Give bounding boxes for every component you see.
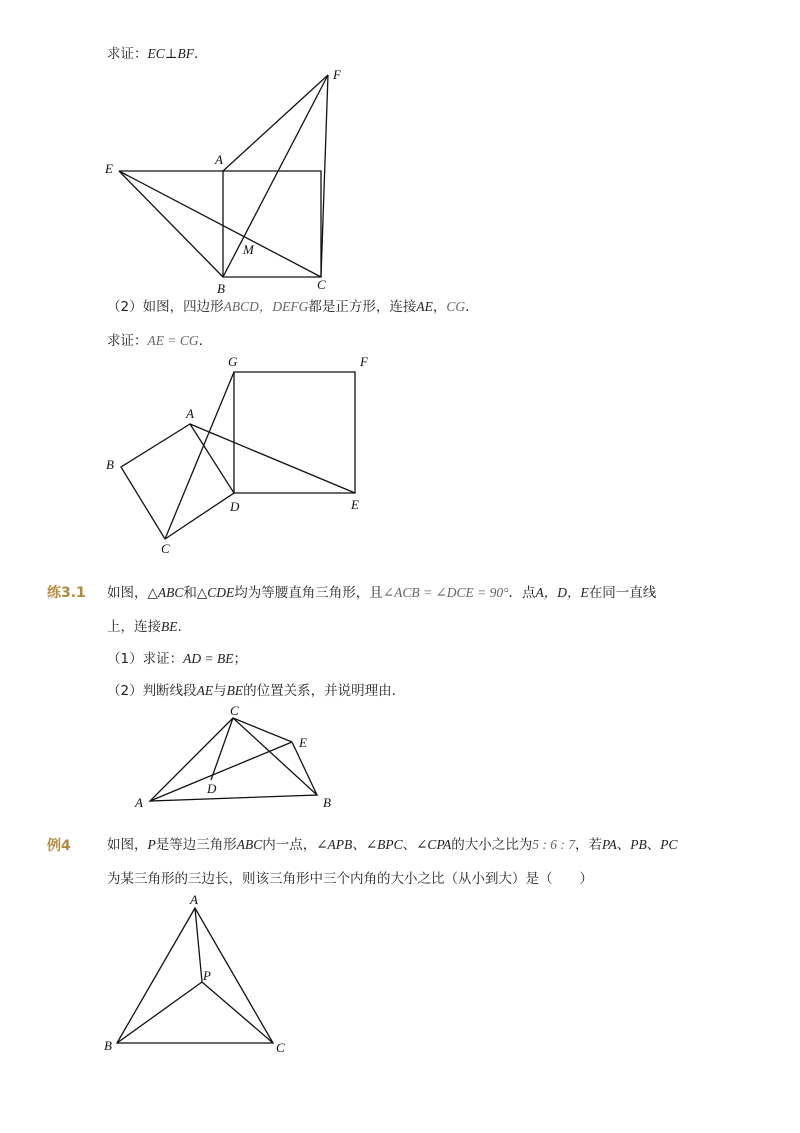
part2-question [107, 297, 469, 317]
part2-end: . [465, 299, 470, 315]
fig2-square-defg [234, 372, 355, 493]
ex31-q1-end: ； [233, 651, 247, 667]
ex31-question-1 [107, 649, 247, 669]
part2-ae: AE [416, 299, 433, 314]
fig2-label-b: B [106, 457, 114, 472]
prove2-expression: AE = CG [147, 333, 199, 348]
ex4-pc: PC [660, 837, 678, 852]
fig1-bf [223, 75, 328, 277]
fig1-label-m: M [243, 242, 254, 257]
fig2-label-f: F [360, 354, 368, 369]
ex31-be: BE [161, 619, 178, 634]
fig1-af [223, 75, 328, 171]
figure-4 [100, 890, 300, 1060]
exercise-tag-3-1: 练3.1 [47, 585, 86, 601]
prove2-prefix: 求证： [107, 333, 148, 349]
ex31-q1-expr: AD = BE [183, 651, 234, 666]
ex31-tri2: △CDE [196, 585, 235, 600]
fig3-triangle-abc [150, 718, 317, 801]
fig1-label-a: A [215, 152, 223, 167]
fig4-label-b: B [104, 1038, 112, 1053]
ex31-q2-text-c: 的位置关系，并说明理由． [243, 683, 406, 699]
ex31-tri1: △ABC [147, 585, 184, 600]
ex4-p: P [147, 837, 156, 852]
ex31-text-g: . [177, 619, 182, 635]
fig2-label-d: D [230, 499, 240, 514]
ex31-question-2 [107, 681, 405, 701]
ex4-text-b: 是等边三角形 [155, 837, 237, 853]
fig1-label-e: E [105, 161, 113, 176]
ex31-line-2 [107, 617, 182, 637]
ex31-text-c: 均为等腰直角三角形，且 [234, 585, 383, 601]
ex31-text-a: 如图， [107, 585, 148, 601]
fig1-label-c: C [317, 277, 326, 292]
ex4-sep-4: 、 [646, 837, 661, 853]
fig4-label-c: C [276, 1040, 285, 1055]
fig3-label-a: A [135, 795, 143, 810]
fig1-square-abc [223, 171, 321, 277]
ex31-q2-text-b: 与 [213, 683, 227, 699]
ex4-line-1 [107, 835, 677, 855]
prove-prefix: 求证： [107, 46, 148, 62]
ex4-line-2: 为某三角形的三边长，则该三角形中三个内角的大小之比（从小到大）是（ ） [107, 871, 593, 887]
ex4-sep-3: 、 [616, 837, 631, 853]
ex4-sep-1: 、 [352, 837, 366, 853]
fig2-square-abcd [121, 424, 234, 539]
ex4-sep-2: 、 [402, 837, 417, 853]
part2-cg: CG [446, 299, 466, 314]
prove2-end: . [198, 333, 203, 349]
prove-expression: EC⊥BF [147, 46, 194, 61]
ex4-angle-cpa: ∠CPA [416, 837, 452, 852]
ex4-abc: ABC [236, 837, 263, 852]
fig3-label-e: E [299, 735, 307, 750]
fig2-label-a: A [186, 406, 194, 421]
ex4-angle-apb: ∠APB [316, 837, 353, 852]
ex31-text-e: 在同一直线 [588, 585, 657, 601]
fig1-label-f: F [333, 67, 341, 82]
ex31-text-f: 上，连接 [107, 619, 161, 635]
fig2-cg [165, 372, 234, 539]
fig1-ec [119, 171, 321, 277]
figure-2 [100, 352, 380, 557]
fig3-label-b: B [323, 795, 331, 810]
figure-3 [130, 703, 350, 815]
fig3-label-d: D [207, 781, 217, 796]
ex4-pa: PA [601, 837, 617, 852]
ex4-text-c: 内一点， [262, 837, 317, 853]
ex31-text-b: 和 [183, 585, 197, 601]
figure-1 [95, 65, 355, 295]
ex4-text-e: ，若 [574, 837, 602, 853]
fig1-eb [119, 171, 223, 277]
part2-text-b: 都是正方形，连接 [308, 299, 417, 315]
fig2-label-c: C [161, 541, 170, 556]
ex4-text-d: 的大小之比为 [451, 837, 533, 853]
fig2-label-g: G [228, 354, 238, 369]
fig4-pc [202, 982, 273, 1043]
part2-sep: ， [432, 299, 447, 315]
ex31-q1-text: （1）求证： [107, 651, 184, 667]
fig3-ce [233, 718, 292, 742]
ex31-angles: ∠ACB = ∠DCE = 90° [382, 585, 509, 600]
part2-text-a: （2）如图，四边形 [107, 299, 224, 315]
prove-line-1 [107, 44, 198, 64]
fig3-label-c: C [230, 703, 239, 718]
fig2-ae [190, 424, 355, 493]
ex4-pb: PB [630, 837, 647, 852]
ex4-angle-bpc: ∠BPC [365, 837, 403, 852]
prove-end: . [193, 46, 199, 62]
fig1-label-b: B [217, 281, 225, 296]
ex31-q2-ae: AE [196, 683, 214, 698]
prove-line-2 [107, 331, 203, 351]
ex4-text-a: 如图， [107, 837, 148, 853]
example-tag-4: 例4 [47, 838, 71, 854]
ex31-q2-text-a: （2）判断线段 [107, 683, 197, 699]
ex31-text-d: ．点 [508, 585, 536, 601]
ex31-points: A，D，E [535, 585, 589, 600]
fig4-label-a: A [190, 892, 198, 907]
fig1-cf [321, 75, 328, 277]
fig4-pb [117, 982, 202, 1043]
fig2-label-e: E [351, 497, 359, 512]
ex31-line-1 [107, 583, 656, 603]
ex4-ratio: 5 : 6 : 7 [532, 837, 575, 852]
ex31-q2-be: BE [226, 683, 244, 698]
part2-shapes: ABCD，DEFG [223, 299, 309, 314]
fig4-label-p: P [203, 968, 211, 983]
